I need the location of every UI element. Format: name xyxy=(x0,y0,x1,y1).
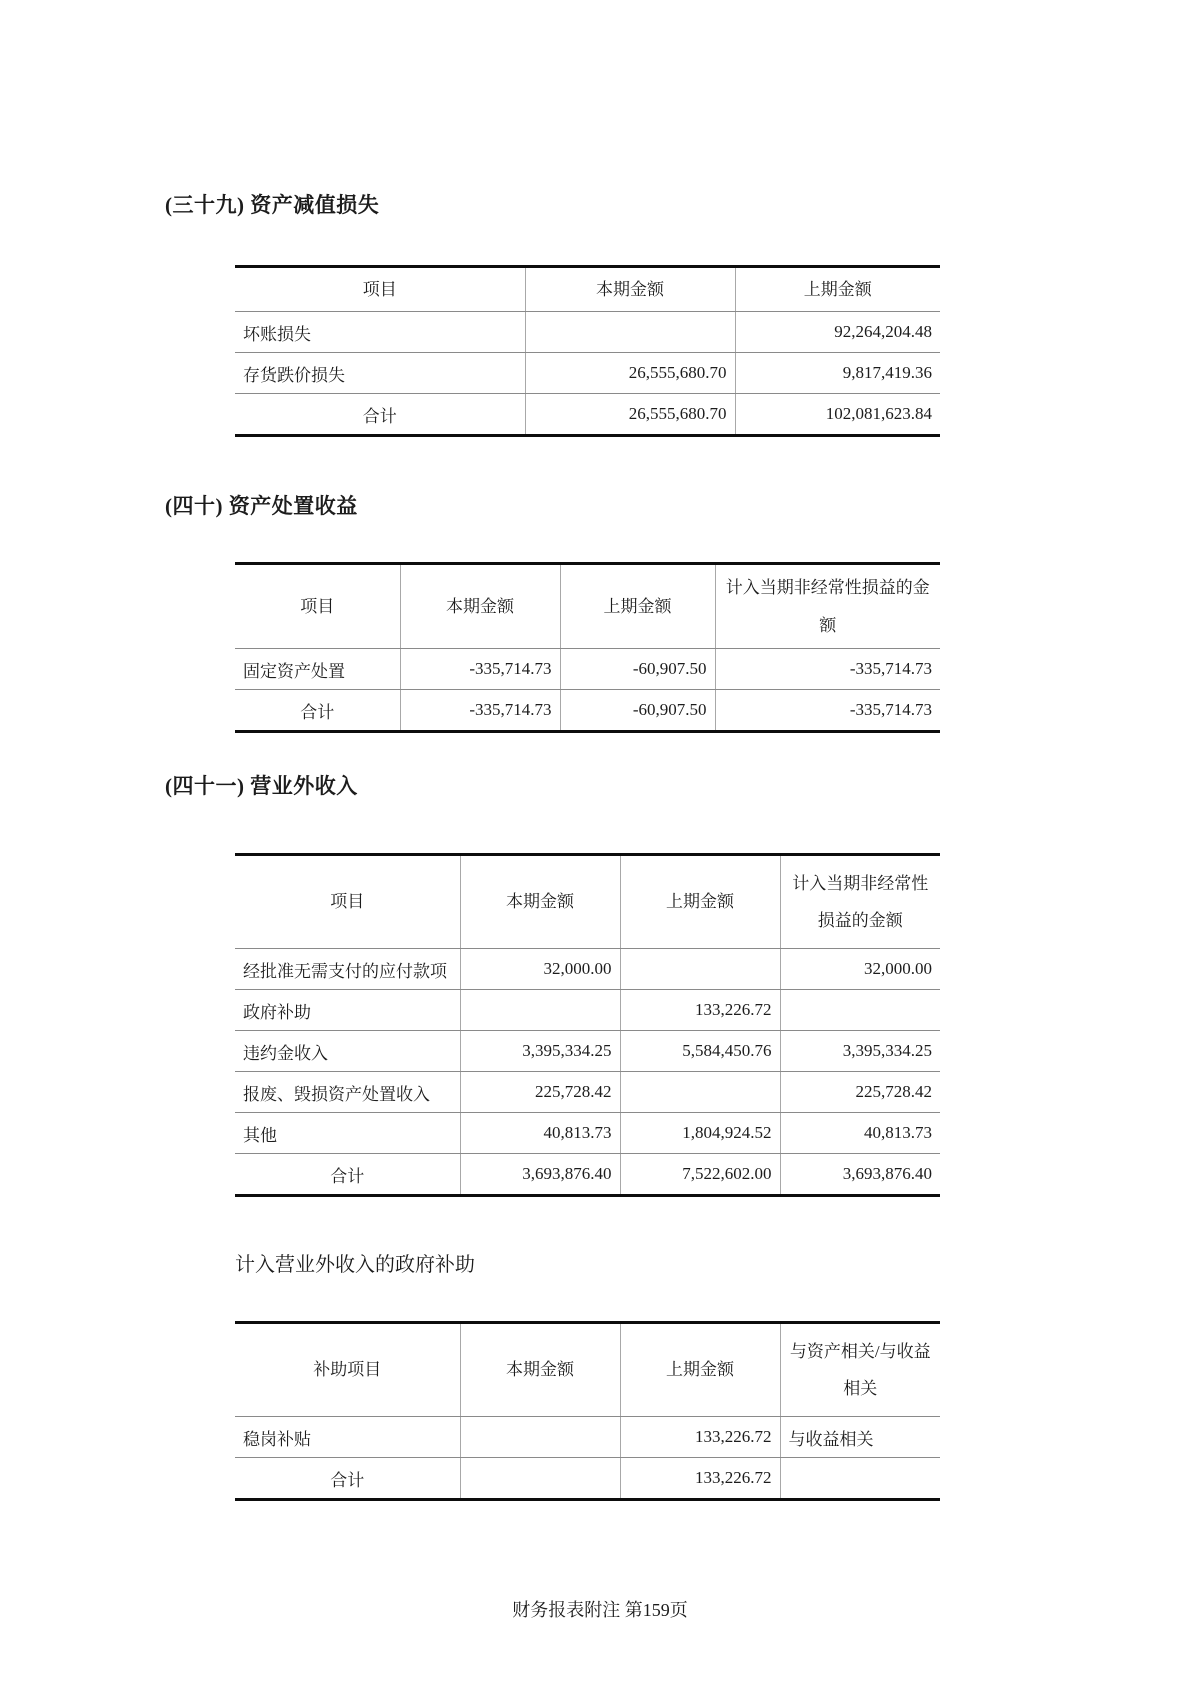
cell-prior-amount: 5,584,450.76 xyxy=(620,1031,780,1072)
cell-item: 经批准无需支付的应付款项 xyxy=(235,949,460,990)
table-row xyxy=(235,312,940,353)
table-total-row xyxy=(235,690,940,732)
column-header-prior: 上期金额 xyxy=(620,1323,780,1417)
cell-current-amount: 26,555,680.70 xyxy=(525,353,735,394)
subsection-title: 计入营业外收入的政府补助 xyxy=(235,1254,475,1276)
column-header-prior: 上期金额 xyxy=(735,267,940,312)
column-header-subsidy-item: 补助项目 xyxy=(235,1323,460,1417)
cell-current-amount: 32,000.00 xyxy=(460,949,620,990)
cell-item: 政府补助 xyxy=(235,990,460,1031)
table-row xyxy=(235,1113,940,1154)
column-header-current: 本期金额 xyxy=(460,1323,620,1417)
cell-current-amount: -335,714.73 xyxy=(400,649,560,690)
table-row xyxy=(235,949,940,990)
column-header-item: 项目 xyxy=(235,855,460,949)
column-header-item: 项目 xyxy=(235,267,525,312)
column-header-related: 与资产相关/与收益相关 xyxy=(780,1323,940,1417)
table-row xyxy=(235,1031,940,1072)
cell-item: 存货跌价损失 xyxy=(235,353,525,394)
column-header-item: 项目 xyxy=(235,564,400,649)
column-header-current: 本期金额 xyxy=(400,564,560,649)
cell-total-label: 合计 xyxy=(235,394,525,436)
table-total-row xyxy=(235,1458,940,1500)
cell-prior-amount: 7,522,602.00 xyxy=(620,1154,780,1196)
table-row xyxy=(235,990,940,1031)
cell-nonrecurring-amount: -335,714.73 xyxy=(715,649,940,690)
asset-disposal-table xyxy=(235,562,940,733)
cell-nonrecurring-amount: 3,693,876.40 xyxy=(780,1154,940,1196)
cell-current-amount xyxy=(460,990,620,1031)
cell-prior-amount xyxy=(620,949,780,990)
cell-nonrecurring-amount: 32,000.00 xyxy=(780,949,940,990)
cell-item: 坏账损失 xyxy=(235,312,525,353)
column-header-nonrecurring: 计入当期非经常性损益的金额 xyxy=(780,855,940,949)
table-row xyxy=(235,1417,940,1458)
cell-item: 违约金收入 xyxy=(235,1031,460,1072)
table-row xyxy=(235,1072,940,1113)
cell-prior-amount: 9,817,419.36 xyxy=(735,353,940,394)
cell-prior-amount xyxy=(620,1072,780,1113)
cell-prior-amount: -60,907.50 xyxy=(560,690,715,732)
cell-related-type xyxy=(780,1458,940,1500)
cell-item: 固定资产处置 xyxy=(235,649,400,690)
cell-item: 稳岗补贴 xyxy=(235,1417,460,1458)
cell-current-amount: 26,555,680.70 xyxy=(525,394,735,436)
table-total-row xyxy=(235,1154,940,1196)
cell-nonrecurring-amount: 225,728.42 xyxy=(780,1072,940,1113)
table-total-row xyxy=(235,394,940,436)
cell-item: 其他 xyxy=(235,1113,460,1154)
column-header-prior: 上期金额 xyxy=(560,564,715,649)
cell-nonrecurring-amount xyxy=(780,990,940,1031)
cell-total-label: 合计 xyxy=(235,1458,460,1500)
section-heading-40: (四十) 资产处置收益 xyxy=(165,494,358,518)
cell-current-amount xyxy=(460,1417,620,1458)
section-heading-39: (三十九) 资产减值损失 xyxy=(165,193,380,217)
cell-current-amount: 3,693,876.40 xyxy=(460,1154,620,1196)
page-footer: 财务报表附注 第159页 xyxy=(512,1600,688,1620)
cell-current-amount: 40,813.73 xyxy=(460,1113,620,1154)
asset-impairment-table xyxy=(235,265,940,437)
cell-current-amount: 225,728.42 xyxy=(460,1072,620,1113)
cell-current-amount xyxy=(460,1458,620,1500)
column-header-nonrecurring: 计入当期非经常性损益的金额 xyxy=(715,564,940,649)
table-header-row xyxy=(235,267,940,312)
cell-prior-amount: 133,226.72 xyxy=(620,990,780,1031)
column-header-current: 本期金额 xyxy=(460,855,620,949)
cell-total-label: 合计 xyxy=(235,690,400,732)
cell-prior-amount: 133,226.72 xyxy=(620,1417,780,1458)
cell-nonrecurring-amount: -335,714.73 xyxy=(715,690,940,732)
column-header-prior: 上期金额 xyxy=(620,855,780,949)
cell-prior-amount: 1,804,924.52 xyxy=(620,1113,780,1154)
cell-nonrecurring-amount: 3,395,334.25 xyxy=(780,1031,940,1072)
cell-prior-amount: 102,081,623.84 xyxy=(735,394,940,436)
government-subsidy-table xyxy=(235,1321,940,1501)
cell-current-amount xyxy=(525,312,735,353)
cell-nonrecurring-amount: 40,813.73 xyxy=(780,1113,940,1154)
section-heading-41: (四十一) 营业外收入 xyxy=(165,774,358,798)
non-operating-income-table xyxy=(235,853,940,1197)
table-header-row xyxy=(235,564,940,649)
cell-prior-amount: -60,907.50 xyxy=(560,649,715,690)
cell-related-type: 与收益相关 xyxy=(780,1417,940,1458)
cell-total-label: 合计 xyxy=(235,1154,460,1196)
cell-item: 报废、毁损资产处置收入 xyxy=(235,1072,460,1113)
table-header-row xyxy=(235,855,940,949)
cell-prior-amount: 133,226.72 xyxy=(620,1458,780,1500)
cell-current-amount: 3,395,334.25 xyxy=(460,1031,620,1072)
cell-prior-amount: 92,264,204.48 xyxy=(735,312,940,353)
table-header-row xyxy=(235,1323,940,1417)
column-header-current: 本期金额 xyxy=(525,267,735,312)
cell-current-amount: -335,714.73 xyxy=(400,690,560,732)
table-row xyxy=(235,353,940,394)
table-row xyxy=(235,649,940,690)
